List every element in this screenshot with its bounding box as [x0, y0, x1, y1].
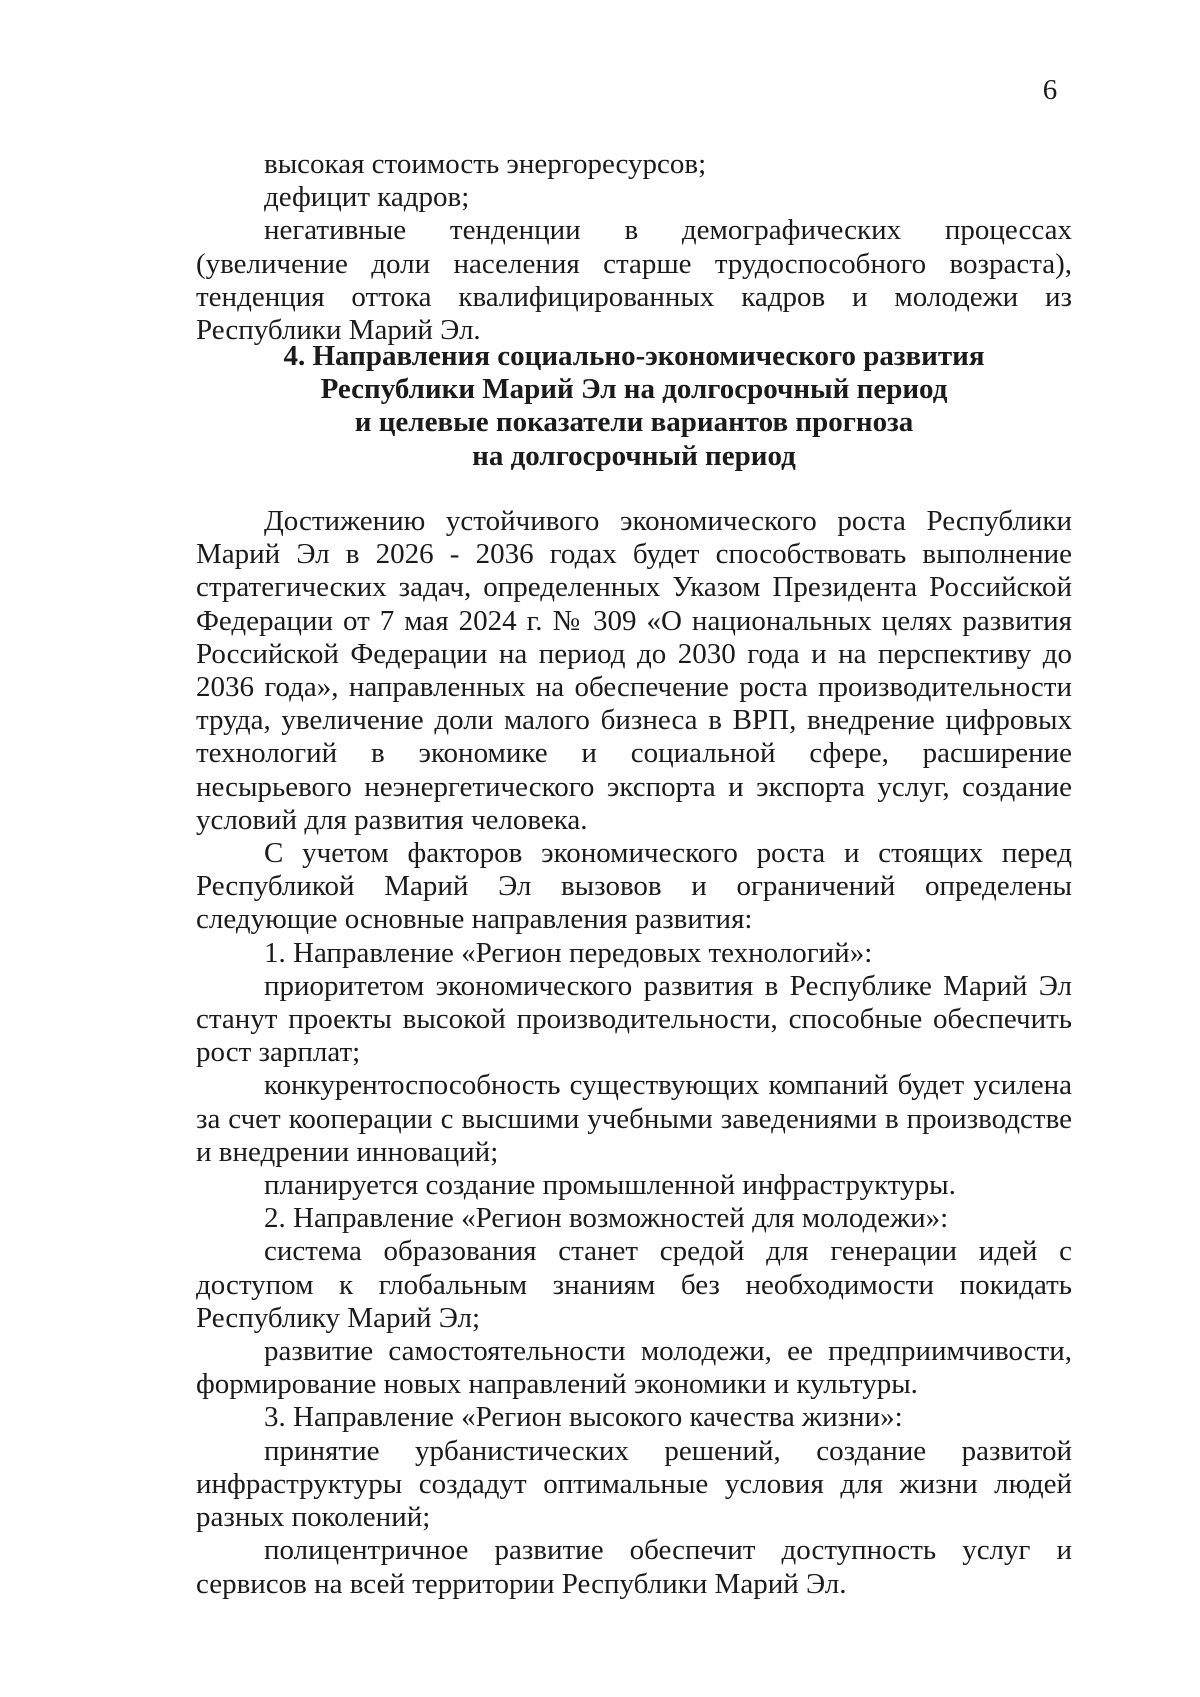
body-paragraph: 3. Направление «Регион высокого качества жизни»:	[264, 1401, 903, 1434]
body-paragraph: 1. Направление «Регион передовых технологий»:	[264, 936, 873, 969]
body-paragraph: приоритетом экономического развития в Республике Марий Эл станут проекты высокой производительности, способные обеспечить рост зарплат;	[196, 969, 1072, 1069]
body-paragraph: развитие самостоятельности молодежи, ее предприимчивости, формирование новых направлений экономики и культуры.	[196, 1335, 1072, 1401]
body-paragraph: Достижению устойчивого экономического роста Республики Марий Эл в 2026 - 2036 годах будет способствовать выполнение стратегических задач, определенных Указом Президента Российской Федерации от 7 мая 2024 г. № 309 «О национальных целях развития Российской Федерации на период до 2030 года и на перспективу до 2036 года», направленных на обеспечение роста производительности труда, увеличение доли малого бизнеса в ВРП, внедрение цифровых технологий в экономике и социальной сфере, расширение несырьевого неэнергетического экспорта и экспорта услуг, создание условий для развития человека.	[196, 505, 1072, 836]
section-heading-line: и целевые показатели вариантов прогноза	[354, 406, 914, 439]
body-paragraph: принятие урбанистических решений, создание развитой инфраструктуры создадут оптимальные условия для жизни людей разных поколений;	[196, 1434, 1072, 1534]
intro-item: дефицит кадров;	[264, 181, 470, 214]
body-paragraph: С учетом факторов экономического роста и стоящих перед Республикой Марий Эл вызовов и ограничений определены следующие основные направления развития:	[196, 837, 1072, 936]
body-paragraph: 2. Направление «Регион возможностей для молодежи»:	[264, 1202, 949, 1235]
section-heading-line: Республики Марий Эл на долгосрочный период	[320, 373, 948, 406]
body-paragraph: система образования станет средой для генерации идей с доступом к глобальным знаниям без необходимости покидать Республику Марий Эл;	[196, 1235, 1072, 1334]
section-body	[196, 505, 1072, 1601]
intro-item: высокая стоимость энергоресурсов;	[264, 148, 707, 180]
section-heading-line: 4. Направления социально-экономического развития	[283, 340, 985, 372]
body-paragraph: конкурентоспособность существующих компаний будет усилена за счет кооперации с высшими учебными заведениями в производстве и внедрении инноваций;	[196, 1069, 1072, 1168]
intro-item: негативные тенденции в демографических процессах (увеличение доли населения старше трудоспособного возраста), тенденция оттока квалифицированных кадров и молодежи из Республики Марий Эл.	[196, 214, 1072, 347]
page-number: 6	[1042, 74, 1058, 106]
body-paragraph: планируется создание промышленной инфраструктуры.	[264, 1169, 956, 1202]
section-heading	[196, 340, 1072, 473]
intro-list	[196, 148, 1072, 347]
section-heading-line: на долгосрочный период	[472, 439, 796, 472]
body-paragraph: полицентричное развитие обеспечит доступность услуг и сервисов на всей территории Республики Марий Эл.	[196, 1534, 1072, 1600]
